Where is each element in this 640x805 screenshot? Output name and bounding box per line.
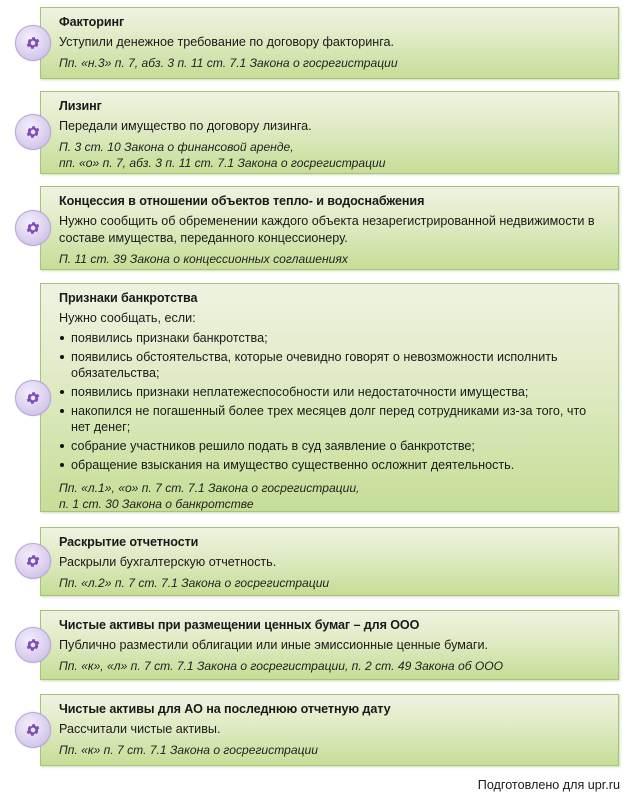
- gear-icon: [25, 390, 41, 406]
- card-bankruptcy-signs: [40, 283, 619, 512]
- list-item: обращение взыскания на имущество существенно осложнит деятельность.: [59, 457, 608, 473]
- reference-line: П. 3 ст. 10 Закона о финансовой аренде,: [59, 140, 294, 154]
- gear-badge: [15, 210, 51, 246]
- card-legal-reference: Пп. «л.2» п. 7 ст. 7.1 Закона о госрегистрации: [59, 576, 330, 590]
- card-description: Рассчитали чистые активы.: [59, 722, 221, 736]
- gear-badge: [15, 114, 51, 150]
- gear-icon: [25, 637, 41, 653]
- gear-icon: [25, 35, 41, 51]
- list-item: накопился не погашенный более трех месяцев долг перед сотрудниками из-за того, что нет денег;: [59, 403, 608, 435]
- reference-line: пп. «о» п. 7, абз. 3 п. 11 ст. 7.1 Закона о госрегистрации: [59, 156, 386, 170]
- gear-icon: [25, 722, 41, 738]
- card-legal-reference: Пп. «к» п. 7 ст. 7.1 Закона о госрегистрации: [59, 743, 318, 757]
- conditions-list: [59, 330, 608, 473]
- card-description: Передали имущество по договору лизинга.: [59, 119, 312, 133]
- card-description: Нужно сообщать, если:: [59, 311, 196, 325]
- gear-icon: [25, 553, 41, 569]
- card-reporting-disclosure: [40, 527, 619, 596]
- list-item: появились признаки неплатежеспособности или недостаточности имущества;: [59, 384, 608, 400]
- gear-badge: [15, 712, 51, 748]
- gear-badge: [15, 25, 51, 61]
- gear-badge: [15, 380, 51, 416]
- card-legal-reference: [59, 139, 608, 171]
- card-description: Раскрыли бухгалтерскую отчетность.: [59, 555, 277, 569]
- card-legal-reference: Пп. «н.3» п. 7, абз. 3 п. 11 ст. 7.1 Закона о госрегистрации: [59, 56, 398, 70]
- card-title: Раскрытие отчетности: [59, 535, 199, 549]
- list-item: появились признаки банкротства;: [59, 330, 608, 346]
- card-description: Уступили денежное требование по договору факторинга.: [59, 35, 395, 49]
- card-leasing: [40, 91, 619, 174]
- gear-badge: [15, 627, 51, 663]
- card-title: Чистые активы для АО на последнюю отчетную дату: [59, 702, 391, 716]
- card-factoring: [40, 7, 619, 79]
- card-net-assets-llc: [40, 610, 619, 680]
- card-legal-reference: П. 11 ст. 39 Закона о концессионных соглашениях: [59, 252, 348, 266]
- card-title: Лизинг: [59, 99, 102, 113]
- reference-line: Пп. «л.1», «о» п. 7 ст. 7.1 Закона о госрегистрации,: [59, 481, 360, 495]
- card-title: Концессия в отношении объектов тепло- и водоснабжения: [59, 194, 425, 208]
- card-description: Нужно сообщить об обременении каждого объекта незарегистрированной недвижимости в составе имущества, переданного концессионеру.: [59, 214, 595, 245]
- card-title: Факторинг: [59, 15, 125, 29]
- source-credit: Подготовлено для upr.ru: [477, 778, 620, 792]
- card-legal-reference: Пп. «к», «л» п. 7 ст. 7.1 Закона о госрегистрации, п. 2 ст. 49 Закона об ООО: [59, 659, 504, 673]
- card-net-assets-jsc: [40, 694, 619, 766]
- card-concession: [40, 186, 619, 270]
- gear-icon: [25, 124, 41, 140]
- list-item: появились обстоятельства, которые очевидно говорят о невозможности исполнить обязательства;: [59, 349, 608, 381]
- gear-icon: [25, 220, 41, 236]
- card-title: Признаки банкротства: [59, 291, 198, 305]
- gear-badge: [15, 543, 51, 579]
- card-title: Чистые активы при размещении ценных бумаг – для ООО: [59, 618, 420, 632]
- card-legal-reference: [59, 480, 608, 512]
- card-description: Публично разместили облигации или иные эмиссионные ценные бумаги.: [59, 638, 489, 652]
- reference-line: п. 1 ст. 30 Закона о банкротстве: [59, 497, 254, 511]
- list-item: собрание участников решило подать в суд заявление о банкротстве;: [59, 438, 608, 454]
